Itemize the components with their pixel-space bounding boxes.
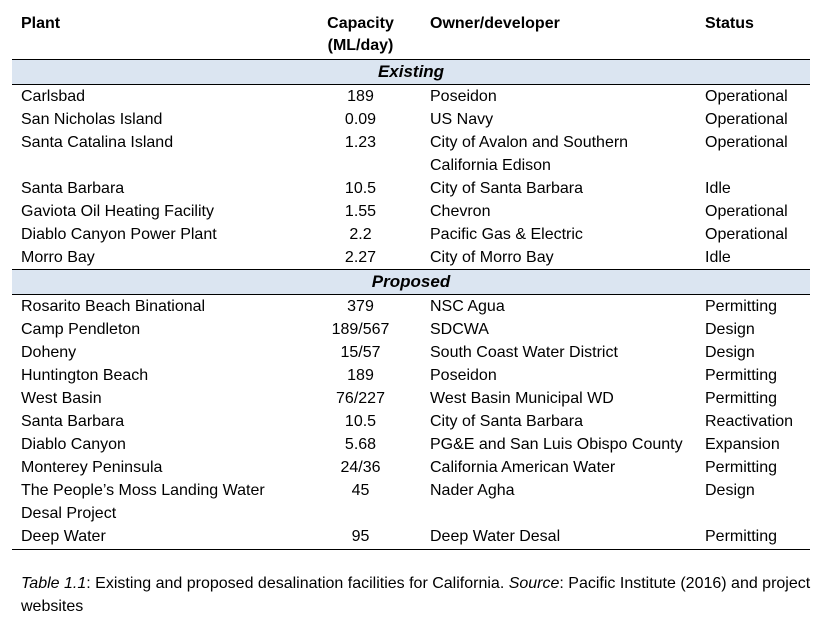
caption-label: Table 1.1 bbox=[21, 575, 87, 592]
header-plant: Plant bbox=[12, 9, 299, 60]
cell-capacity: 1.23 bbox=[344, 134, 377, 151]
cell-plant: Santa Catalina Island bbox=[21, 134, 174, 151]
cell-status: Design bbox=[705, 321, 755, 338]
caption-source-text: : Pacific Institute (2016) and project websites bbox=[21, 575, 811, 615]
cell-plant: Santa Barbara bbox=[21, 180, 125, 197]
cell-capacity: 0.09 bbox=[344, 111, 377, 128]
table-row bbox=[12, 364, 810, 387]
cell-capacity: 10.5 bbox=[344, 413, 377, 430]
header-capacity bbox=[299, 9, 422, 60]
cell-owner: Deep Water Desal bbox=[422, 525, 695, 550]
cell-status: Idle bbox=[705, 180, 731, 197]
cell-capacity: 10.5 bbox=[344, 180, 377, 197]
cell-capacity: 15/57 bbox=[340, 344, 381, 361]
cell-capacity: 2.27 bbox=[344, 249, 377, 266]
cell-owner: PG&E and San Luis Obispo County bbox=[430, 436, 683, 453]
cell-plant: Doheny bbox=[21, 344, 77, 361]
cell-status: Permitting bbox=[705, 459, 778, 476]
cell-plant: Camp Pendleton bbox=[21, 321, 141, 338]
section-title: Proposed bbox=[12, 270, 810, 295]
cell-status: Permitting bbox=[695, 525, 810, 550]
cell-owner: Pacific Gas & Electric bbox=[430, 226, 583, 243]
cell-capacity: 1.55 bbox=[344, 203, 377, 220]
cell-owner: Poseidon bbox=[430, 367, 497, 384]
header-status: Status bbox=[695, 9, 810, 60]
cell-status: Permitting bbox=[705, 390, 778, 407]
table-row bbox=[12, 246, 810, 270]
caption-source-label: Source bbox=[508, 575, 560, 592]
cell-plant: Huntington Beach bbox=[21, 367, 149, 384]
cell-plant: Gaviota Oil Heating Facility bbox=[21, 203, 214, 220]
cell-plant: Monterey Peninsula bbox=[21, 459, 163, 476]
header-owner: Owner/developer bbox=[422, 9, 695, 60]
cell-capacity: 5.68 bbox=[344, 436, 377, 453]
table-row bbox=[12, 318, 810, 341]
cell-owner: South Coast Water District bbox=[430, 344, 618, 361]
cell-owner: Chevron bbox=[430, 203, 491, 220]
table-row bbox=[12, 410, 810, 433]
table-caption bbox=[21, 572, 811, 618]
table-body bbox=[12, 60, 810, 550]
cell-owner: US Navy bbox=[430, 111, 494, 128]
cell-plant: San Nicholas Island bbox=[21, 111, 163, 128]
cell-status: Operational bbox=[705, 226, 788, 243]
cell-status: Operational bbox=[705, 134, 788, 151]
cell-status: Design bbox=[705, 482, 755, 499]
desalination-table bbox=[12, 9, 810, 550]
caption-text: : Existing and proposed desalination facilities for California. bbox=[86, 575, 509, 592]
cell-owner: City of Santa Barbara bbox=[430, 413, 583, 430]
cell-capacity: 189 bbox=[347, 367, 374, 384]
table-row bbox=[12, 456, 810, 479]
cell-plant: The People’s Moss Landing Water Desal Project bbox=[21, 482, 265, 522]
cell-capacity: 379 bbox=[347, 298, 374, 315]
section-title: Existing bbox=[12, 60, 810, 85]
cell-plant: Santa Barbara bbox=[21, 413, 125, 430]
table-row bbox=[12, 433, 810, 456]
cell-capacity: 95 bbox=[299, 525, 422, 550]
table-row bbox=[12, 223, 810, 246]
table-row bbox=[12, 341, 810, 364]
cell-status: Design bbox=[705, 344, 755, 361]
cell-status: Operational bbox=[705, 203, 788, 220]
cell-owner: California American Water bbox=[430, 459, 616, 476]
cell-owner: City of Santa Barbara bbox=[430, 180, 583, 197]
cell-status: Operational bbox=[705, 111, 788, 128]
cell-status: Reactivation bbox=[705, 413, 794, 430]
table-row bbox=[12, 200, 810, 223]
header-capacity-line1: Capacity bbox=[327, 15, 394, 32]
cell-plant: Rosarito Beach Binational bbox=[21, 298, 206, 315]
section-row bbox=[12, 60, 810, 85]
cell-status: Permitting bbox=[705, 298, 778, 315]
section-row bbox=[12, 270, 810, 295]
cell-owner: City of Avalon and Southern California Edison bbox=[430, 134, 629, 174]
cell-status: Expansion bbox=[705, 436, 780, 453]
cell-capacity: 189 bbox=[347, 88, 374, 105]
table-row bbox=[12, 108, 810, 131]
cell-plant: Deep Water bbox=[12, 525, 299, 550]
cell-status: Idle bbox=[705, 249, 731, 266]
cell-owner: Nader Agha bbox=[430, 482, 515, 499]
cell-status: Operational bbox=[705, 88, 788, 105]
cell-capacity: 189/567 bbox=[331, 321, 390, 338]
cell-capacity: 2.2 bbox=[349, 226, 372, 243]
cell-capacity: 76/227 bbox=[336, 390, 385, 407]
cell-status: Permitting bbox=[705, 367, 778, 384]
table-row bbox=[12, 85, 810, 109]
table-row bbox=[12, 479, 810, 525]
table-row bbox=[12, 131, 810, 177]
table-row bbox=[12, 295, 810, 319]
cell-plant: Diablo Canyon Power Plant bbox=[21, 226, 217, 243]
cell-owner: SDCWA bbox=[430, 321, 489, 338]
table-row bbox=[12, 525, 810, 550]
cell-owner: NSC Agua bbox=[430, 298, 505, 315]
table-row bbox=[12, 387, 810, 410]
cell-capacity: 45 bbox=[351, 482, 370, 499]
cell-plant: Morro Bay bbox=[21, 249, 95, 266]
cell-plant: West Basin bbox=[21, 390, 102, 407]
table-row bbox=[12, 177, 810, 200]
cell-owner: Poseidon bbox=[430, 88, 497, 105]
cell-plant: Diablo Canyon bbox=[21, 436, 126, 453]
cell-capacity: 24/36 bbox=[340, 459, 381, 476]
header-capacity-line2: (ML/day) bbox=[327, 37, 394, 54]
cell-plant: Carlsbad bbox=[21, 88, 86, 105]
cell-owner: West Basin Municipal WD bbox=[430, 390, 614, 407]
cell-owner: City of Morro Bay bbox=[430, 249, 554, 266]
table-header bbox=[12, 9, 810, 60]
